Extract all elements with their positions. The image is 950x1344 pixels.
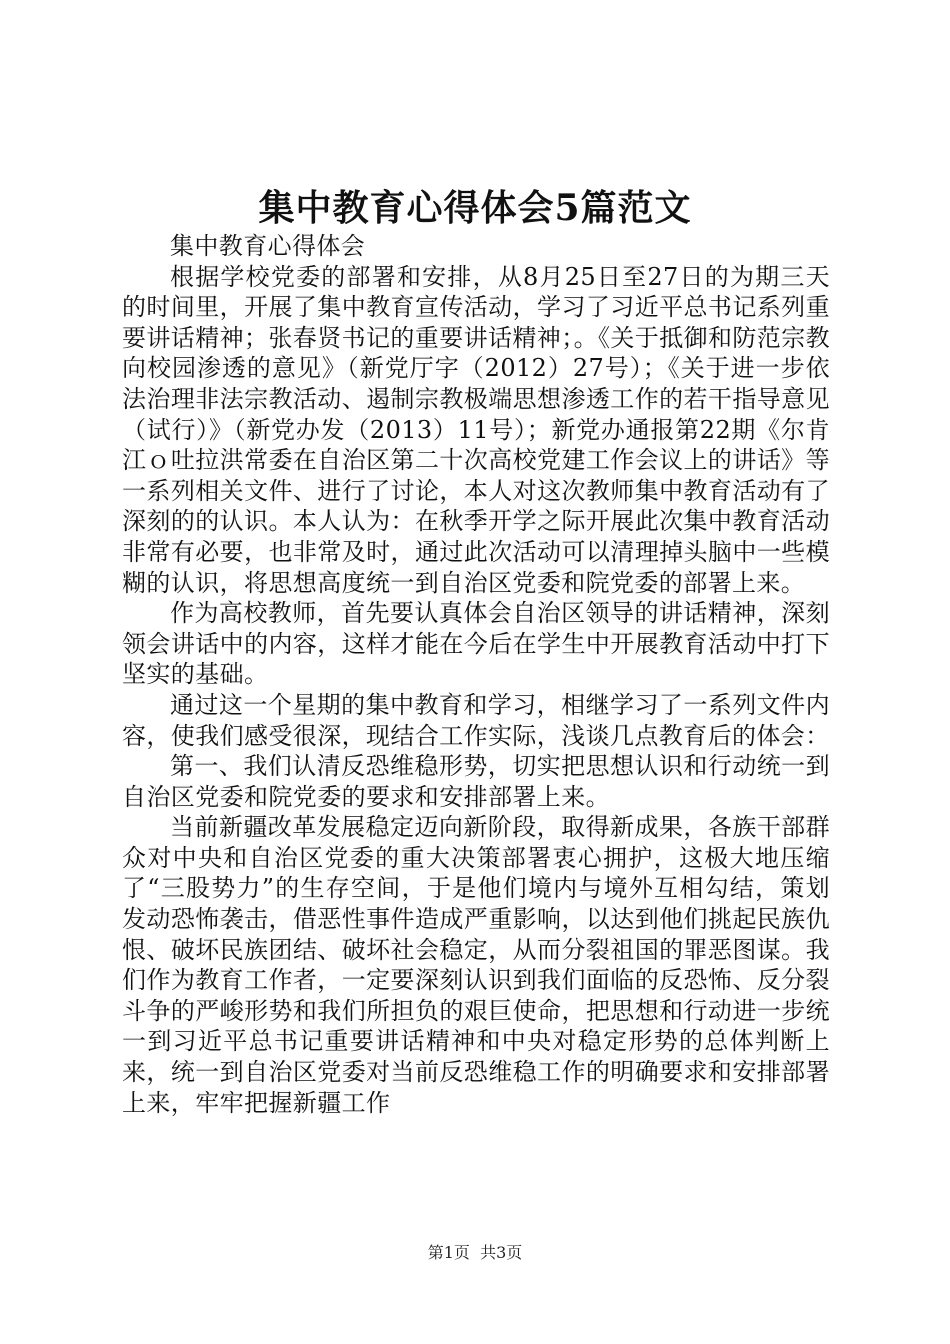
document-body <box>122 231 830 1118</box>
total-pages: 共3页 <box>480 1243 523 1262</box>
document-title: 集中教育心得体会5篇范文 <box>258 187 692 229</box>
footer-spacer <box>470 1243 480 1262</box>
paragraph: 作为高校教师，首先要认真体会自治区领导的讲话精神，深刻领会讲话中的内容，这样才能在今后在学生中开展教育活动中打下坚实的基础。 <box>122 599 830 689</box>
paragraph-subtitle: 集中教育心得体会 <box>170 232 366 260</box>
paragraph: 当前新疆改革发展稳定迈向新阶段，取得新成果，各族干部群众对中央和自治区党委的重大决策部署衷心拥护，这极大地压缩了“三股势力”的生存空间，于是他们境内与境外互相勾结，策划发动恐怖袭击，借恶性事件造成严重影响，以达到他们挑起民族仇恨、破坏民族团结、破坏社会稳定，从而分裂祖国的罪恶图谋。我们作为教育工作者，一定要深刻认识到我们面临的反恐怖、反分裂斗争的严峻形势和我们所担负的艰巨使命，把思想和行动进一步统一到习近平总书记重要讲话精神和中央对稳定形势的总体判断上来，统一到自治区党委对当前反恐维稳工作的明确要求和安排部署上来，牢牢把握新疆工作 <box>122 813 830 1117</box>
paragraph: 第一、我们认清反恐维稳形势，切实把思想认识和行动统一到自治区党委和院党委的要求和安排部署上来。 <box>122 752 830 811</box>
paragraph: 通过这一个星期的集中教育和学习，相继学习了一系列文件内容，使我们感受很深，现结合工作实际，浅谈几点教育后的体会： <box>122 690 830 750</box>
page-number: 第1页 <box>427 1243 470 1262</box>
paragraph: 根据学校党委的部署和安排，从8月25日至27日的为期三天的时间里，开展了集中教育宣传活动，学习了习近平总书记系列重要讲话精神；张春贤书记的重要讲话精神；。《关于抵御和防范宗教向校园渗透的意见》（新党厅字（2012）27号）；《关于进一步依法治理非法宗教活动、遏制宗教极端思想渗透工作的若干指导意见（试行）》（新党办发（2013）11号）；新党办通报第22期《尔肯江ｏ吐拉洪常委在自治区第二十次高校党建工作会议上的讲话》等一系列相关文件、进行了讨论，本人对这次教师集中教育活动有了深刻的的认识。本人认为：在秋季开学之际开展此次集中教育活动非常有必要，也非常及时，通过此次活动可以清理掉头脑中一些模糊的认识，将思想高度统一到自治区党委和院党委的部署上来。 <box>122 262 830 597</box>
page-footer <box>0 1242 950 1264</box>
